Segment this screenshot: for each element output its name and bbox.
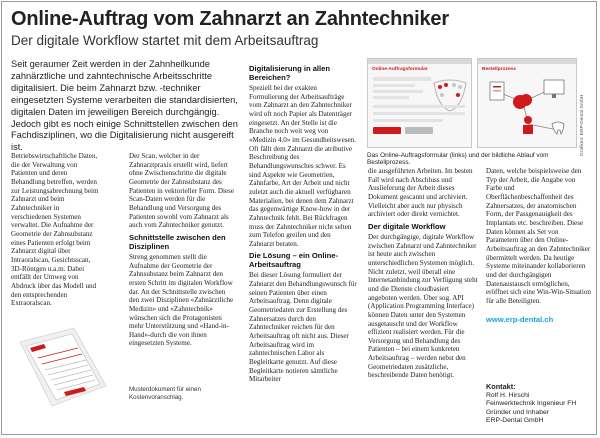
body-column-1 bbox=[11, 152, 99, 308]
workflow-figure bbox=[367, 58, 590, 148]
col1-text: Betriebswirtschaftliche Daten, die der Verwaltung von Patienten und deren Behandlung betreffen, werden zur Leistungsabrechnung beim Zahnarzt und beim Zahntechniker in verschiedenen Systemen verwaltet. Die Aufnahme der Geometrie der Zahnsubstanz eines Patienten erfolgt beim Zahnarzt digital über Intraoralscan, Gesichtsscan, 3D-Röntgen u.a.m. Dabei entfällt der Umweg von Abdruck über das Modell und den entsprechenden Extraoralscan. bbox=[11, 152, 99, 308]
order-form-illustration bbox=[368, 75, 472, 145]
person-icon bbox=[523, 116, 533, 134]
order-process-illustration bbox=[478, 74, 577, 146]
document-caption: Musterdokument für einen Kostenvoranschlag. bbox=[129, 386, 201, 401]
body-column-2 bbox=[129, 152, 237, 348]
col5-paragraph: Daten, welche beispielsweise den Typ der Arbeit, die Angabe von Farbe und Oberflächenbeschaffenheit des Zahnersatzes, der anatomischen Form, der Passgenauigkeit des Implantats etc. beschreiben. Diese Daten können als Set von Parametern über den Online-Arbeitsauftrag an den Zahntechniker übermittelt werden. Da heutige Systeme miteinander kollaborieren und der durchgängigen Datenaustausch ermöglichen, eröffnet sich eine Win-Win-Situation für alle Beteiligten. bbox=[486, 167, 591, 305]
tooth-icon bbox=[552, 122, 564, 134]
cloud-icon bbox=[513, 94, 532, 109]
figure-caption: Das Online-Auftragsformular (links) und der bildliche Ablauf vom Bestellprozess. bbox=[367, 152, 549, 166]
contact-line: ERP-Dental GmbH bbox=[486, 416, 544, 424]
contact-title: Kontakt: bbox=[486, 382, 516, 391]
col3-heading-2: Die Lösung – ein Online-Arbeitsauftrag bbox=[249, 251, 339, 270]
window-title-bar bbox=[478, 59, 576, 64]
lead-text: Seit geraumer Zeit werden in der Zahnheilkunde zahnärztliche und zahntechnische Arbeitsschritte digitalisiert. Die beim Zahnarzt bzw. -techniker eingesetzten Systeme verarbeiten die standardisierten, digitalen Daten im jeweiligen Bereich durchgängig. Jedoch gibt es noch einige Schnittstellen zwischen den Fachdisziplinen, wo die Digitalisierung nicht ausgereift ist. bbox=[11, 59, 238, 153]
col4-paragraph-2: Der durchgängige, digitale Workflow zwischen Zahnarzt und Zahntechniker ist heute auch zwischen unterschiedlichen Systemen möglich. Nicht zuletzt, weil überall eine Internetanbindung zur Verfügung steht und die Dienste cloudbasiert angeboten werden. Über sog. API (Application Programming Interface) können Daten unter den Systemen ausgetauscht und der Workflow effizient realisiert werden. Für die Versorgung und Behandlung des Patienten – bei einem konkreten Arbeitsauftrag – werden nebst den Geometriedaten zusätzliche, beschreibende Daten benötigt. bbox=[368, 232, 478, 380]
order-process-screenshot bbox=[477, 58, 577, 148]
col3-heading-1: Digitalisierung in allen Bereichen? bbox=[249, 64, 331, 82]
monitor-icon bbox=[544, 80, 564, 98]
col2-paragraph-2: Streng genommen stellt die Aufnahme der Geometrie der Zahnsubstanz beim Zahnarzt den ersten Schritt im digitalen Workflow dar. An der Schnittstelle zwischen den zwei Disziplinen «Zahnärztliche Medizin» und «Zahntechnik» wünschen sich die Protagonisten mehr Unterstützung und «Hand-in-Hand»-durch die von ihnen eingesetzten Systeme. bbox=[129, 252, 234, 348]
col3-paragraph-1: Speziell bei der exakten Formulierung der Arbeitsaufträge vom Zahnarzt an den Zahntechniker wird oft noch Papier als Datenträger eingesetzt. An der Stelle ist die Branche noch weit weg von «Medizin 4.0» im Gesundheitswesen. Oft fällt dem Zahnarzt die atributive Beschreibung des Behandlungswunsches schwer. Es sind Aspekte wie Geometrien, Zahnfarbe, Art der Arbeit und nicht zuletzt auch die aktuell verfügbaren Materialien, bei denen dem Zahnarzt das gegenwärtige Know-how in der Zahntechnik fehlt. Bei Rückfragen muss der Zahntechniker nicht selten zum Telefon greifen und den Zahnarzt beraten. bbox=[249, 84, 356, 248]
sample-document-image bbox=[12, 324, 112, 410]
lead-paragraph bbox=[11, 59, 241, 154]
contact-line: Feinwerktechnik Ingenieur FH bbox=[486, 400, 577, 408]
body-column-3 bbox=[249, 64, 357, 384]
col3-paragraph-2: Bei dieser Lösung formuliert der Zahnarzt den Behandlungswunsch für seinen Patienten über einen Arbeitsauftrag. Denn digitale Geometriedaten zur Erstellung des Zahnersatzes durch den Zahntechniker reichen für den Arbeitsauftrag oft nicht aus. Dieser Arbeitsauftrag wird im zahntechnischen Labor als Begleitkarte genutzt. Auf diese Begleitkarte notieren sämtliche Mitarbeiter bbox=[249, 271, 357, 384]
order-form-title: Online-Auftragsformular bbox=[372, 67, 428, 72]
order-form-screenshot bbox=[367, 58, 472, 148]
col4-paragraph-1: die ausgeführten Arbeiten. Im besten Fall wird nach Abschluss und Auslieferung der Arbeit dieses Dokument gescannt und archiviert. Vielleicht aber auch nur physisch archiviert oder direkt vernichtet. bbox=[368, 167, 473, 219]
contact-block bbox=[486, 383, 592, 425]
body-column-4 bbox=[368, 167, 478, 380]
col4-heading: Der digitale Workflow bbox=[368, 221, 446, 231]
subheadline: Der digitale Workflow startet mit dem Arbeitsauftrag bbox=[11, 33, 319, 48]
body-column-5 bbox=[486, 167, 592, 324]
col2-paragraph-1: Der Scan, welcher in der Zahnarztpraxis erstellt wird, liefert ohne Zwischenschritte die digitale Geometrie der Zahnsubstanz des Patienten in vektorieller Form. Diese Scan-Daten werden für die Behandlung und Versorgung des Patienten sowohl vom Zahnarzt als auch vom Zahntechniker genutzt. bbox=[129, 152, 234, 230]
window-title-bar bbox=[368, 59, 471, 64]
contact-line: Gründer und Inhaber bbox=[486, 408, 550, 416]
article-page bbox=[1, 1, 597, 435]
graphics-credit: Grafiken: ERP-Dental GmbH bbox=[580, 94, 585, 156]
website-link[interactable]: www.erp-dental.ch bbox=[486, 314, 554, 324]
headline: Online-Auftrag vom Zahnarzt an Zahntechniker bbox=[11, 8, 449, 30]
document-icon bbox=[490, 82, 504, 100]
col2-heading: Schnittstelle zwischen den Disziplinen bbox=[129, 232, 226, 251]
contact-line: Rolf H. Hirschi bbox=[486, 392, 530, 400]
order-process-title: Bestellprozess bbox=[482, 67, 516, 72]
